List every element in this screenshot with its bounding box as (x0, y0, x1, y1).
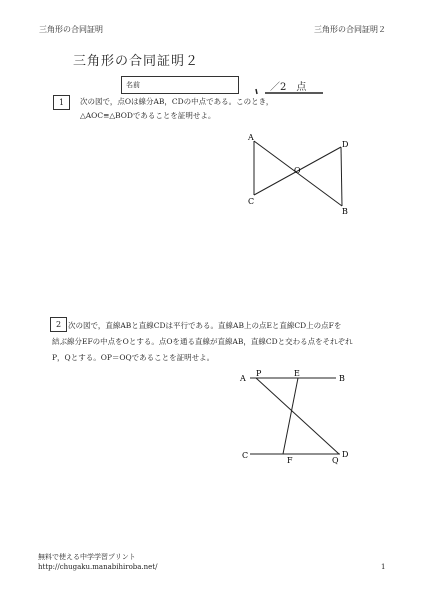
footer-line-1: 無料で使える中学学習プリント (38, 553, 136, 561)
score-text: ／2 点 (270, 82, 307, 93)
question-2-number: 2 (50, 317, 67, 332)
page-title: 三角形の合同証明２ (73, 54, 200, 69)
question-1-figure (240, 130, 360, 220)
label-A2: A (240, 374, 246, 383)
score-underline (255, 88, 325, 96)
header-left: 三角形の合同証明 (39, 25, 103, 34)
question-1-line-2: △AOC≡△BODであることを証明せよ。 (80, 111, 216, 120)
question-2-line-1: 次の図で，直線ABと直線CDは平行である。直線AB上の点Eと直線CD上の点Fを (68, 321, 342, 330)
label-B2: B (339, 374, 345, 383)
label-Q: Q (332, 456, 339, 465)
label-A: A (248, 133, 254, 142)
footer-url[interactable]: http://chugaku.manabihiroba.net/ (38, 563, 158, 571)
header-right: 三角形の合同証明２ (314, 25, 386, 34)
question-1-number: 1 (53, 95, 70, 110)
question-2-figure (238, 366, 358, 466)
label-C2: C (242, 451, 249, 460)
question-2-line-2: 結ぶ線分EFの中点をOとする。点Oを通る直線が直線AB，直線CDと交わる点をそれぞれ (52, 337, 353, 346)
label-C: C (248, 197, 255, 206)
label-F: F (287, 456, 293, 465)
label-D2: D (342, 450, 349, 459)
label-D: D (342, 140, 349, 149)
name-field[interactable] (121, 76, 239, 94)
label-E: E (294, 369, 300, 378)
question-2-line-3: P，Qとする。OP＝OQであることを証明せよ。 (52, 353, 215, 362)
name-label: 名前 (126, 81, 140, 89)
question-1-line-1: 次の図で，点Oは線分AB，CDの中点である。このとき， (80, 97, 274, 106)
label-O: O (294, 166, 301, 175)
label-P: P (256, 369, 262, 378)
page-number: 1 (381, 563, 386, 571)
label-B: B (342, 207, 348, 216)
